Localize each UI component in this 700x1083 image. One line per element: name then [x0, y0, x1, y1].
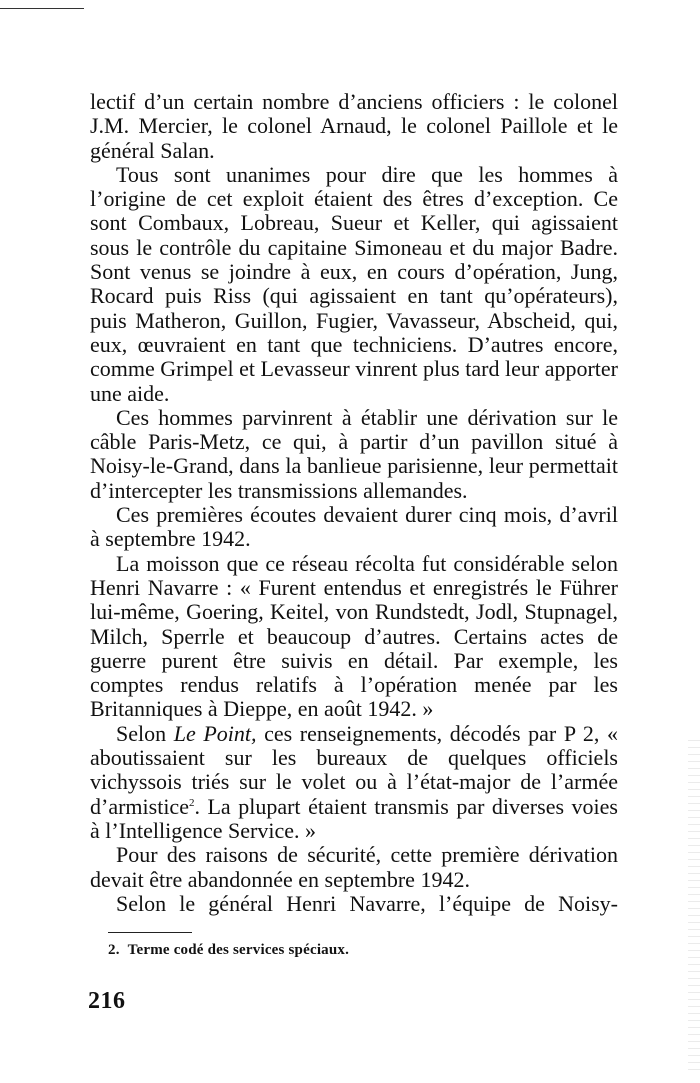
paragraph-7: Pour des raisons de sécurité, cette première dérivation devait être abandonnée en septembre 1942.: [90, 842, 618, 892]
paragraph-4: Ces premières écoutes devaient durer cinq mois, d’avril à septembre 1942.: [90, 502, 618, 552]
paragraph-6: [90, 722, 618, 843]
footnote-ref: 2: [188, 796, 195, 809]
paragraph-5: La moisson que ce réseau récolta fut considérable selon Henri Navarre : « Furent entendus et enregistrés le Führer lui-même, Goering, Keitel, von Rundstedt, Jodl, Stupnagel, Milch, Sperrle et beaucoup d’autres. Certains actes de guerre purent être suivis en détail. Par exemple, les comptes rendus relatifs à l’opération menée par les Britanniques à Dieppe, en août 1942. »: [90, 550, 618, 722]
paragraph-3: Ces hommes parvinrent à établir une dérivation sur le câble Paris-Metz, ce qui, à partir d’un pavillon situé à Noisy-le-Grand, dans la banlieue parisienne, leur permettait d’intercepter les transmissions allemandes.: [90, 404, 618, 503]
paragraph-6-post: . La plupart étaient transmis par diverses voies à l’Intelligence Service. »: [90, 793, 618, 843]
page-number: 216: [88, 988, 126, 1014]
publication-title: Le Point,: [173, 720, 257, 746]
paragraph-8: Selon le général Henri Navarre, l’équipe de Noisy-: [116, 890, 618, 916]
scan-edge-artifact: [688, 740, 700, 1070]
paragraph-6-pre: Selon: [116, 720, 174, 746]
footnote-rule: [108, 932, 192, 933]
paragraph-6-text: ces renseignements, décodés par P 2, « aboutissaient sur les bureaux de quelques officiels vichyssois triés sur le volet ou à l’état-major de l’armée d’armistice: [90, 720, 618, 819]
footnote-number: 2.: [108, 942, 120, 958]
footnote-text: Terme codé des services spéciaux.: [127, 942, 350, 958]
paragraph-1: lectif d’un certain nombre d’anciens officiers : le colonel J.M. Mercier, le colonel Arnaud, le colonel Paillole et le général Salan.: [90, 89, 618, 163]
body-text: [90, 90, 618, 916]
top-edge-rule: [0, 8, 84, 9]
footnote: [108, 942, 608, 959]
paragraph-2: Tous sont unanimes pour dire que les hommes à l’origine de cet exploit étaient des êtres d’exception. Ce sont Combaux, Lobreau, Sueur et Keller, qui agissaient sous le contrôle du capitaine Simoneau et du major Badre. Sont venus se joindre à eux, en cours d’opération, Jung, Rocard puis Riss (qui agissaient en tant qu’opérateurs), puis Matheron, Guillon, Fugier, Vavasseur, Abscheid, qui, eux, œuvraient en tant que techniciens. D’autres encore, comme Grimpel et Levasseur vinrent plus tard leur apporter une aide.: [90, 161, 618, 406]
